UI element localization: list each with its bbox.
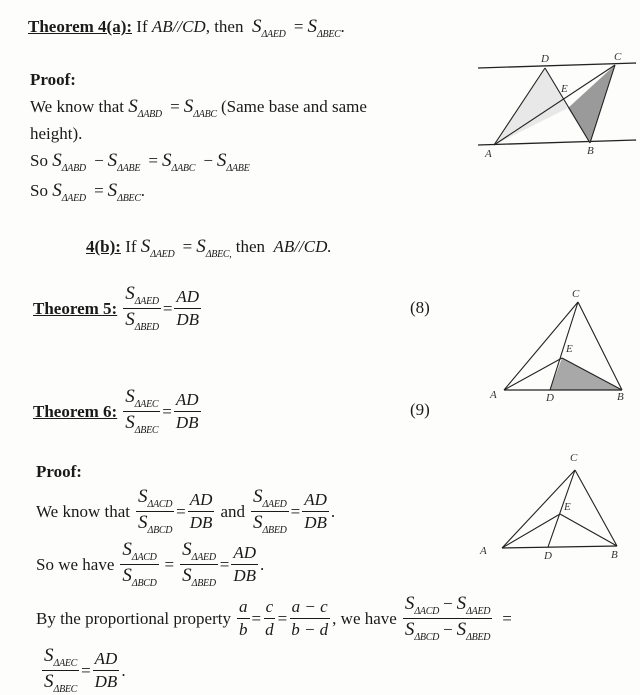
equation-number-9: (9) bbox=[410, 400, 430, 419]
text: If bbox=[136, 17, 148, 36]
fraction bbox=[403, 594, 492, 643]
subscript: ΔAED bbox=[61, 193, 86, 204]
label-d: D bbox=[546, 392, 554, 404]
fraction bbox=[123, 284, 161, 333]
equals: = bbox=[219, 554, 230, 574]
denominator: DB bbox=[233, 566, 257, 585]
fraction bbox=[188, 490, 215, 533]
fraction bbox=[237, 597, 250, 640]
proof-1-line-3 bbox=[30, 150, 249, 172]
area-symbol: S bbox=[107, 150, 118, 171]
subscript: ΔBCD bbox=[147, 525, 173, 536]
equation-number-8: (8) bbox=[410, 298, 430, 317]
label-b: B bbox=[617, 391, 624, 403]
area-symbol: S bbox=[107, 180, 118, 201]
area-symbol: S bbox=[456, 619, 467, 640]
subscript: ΔABE bbox=[117, 163, 141, 174]
area-symbol: S bbox=[125, 309, 135, 330]
area-symbol: S bbox=[307, 16, 317, 37]
conclusion: AB//CD. bbox=[273, 237, 332, 256]
subscript: ΔBED bbox=[466, 632, 491, 643]
equals: = bbox=[81, 660, 91, 680]
subscript: ΔABC bbox=[193, 109, 217, 120]
area-symbol: S bbox=[128, 96, 138, 117]
theorem-4a-statement bbox=[28, 16, 345, 38]
numerator: AD bbox=[302, 490, 329, 512]
equals: = bbox=[94, 181, 104, 200]
label-c: C bbox=[614, 51, 622, 63]
period: . bbox=[340, 17, 345, 36]
area-symbol: S bbox=[182, 565, 192, 586]
theorem-6-heading: Theorem 6: bbox=[33, 401, 118, 421]
fraction bbox=[302, 490, 329, 533]
fraction bbox=[251, 487, 289, 536]
area-symbol: S bbox=[52, 150, 62, 171]
area-symbol: S bbox=[183, 96, 194, 117]
fraction bbox=[136, 487, 174, 536]
text: We know that bbox=[30, 97, 124, 116]
label-b: B bbox=[611, 549, 618, 561]
theorem-6-statement bbox=[33, 387, 203, 436]
period: . bbox=[121, 660, 126, 680]
text: By the proportional property bbox=[36, 608, 231, 628]
area-symbol: S bbox=[252, 486, 263, 507]
denominator: d bbox=[265, 620, 274, 639]
subscript: ΔABD bbox=[61, 163, 86, 174]
equals: = bbox=[176, 501, 186, 521]
fraction bbox=[123, 387, 160, 436]
numerator: AD bbox=[174, 287, 201, 309]
subscript: ΔBCD bbox=[131, 578, 157, 589]
light-shaded-triangle-aed bbox=[494, 68, 568, 145]
text: So bbox=[30, 151, 48, 170]
denominator: DB bbox=[94, 672, 118, 691]
subscript: ΔBED bbox=[262, 525, 287, 536]
minus: − bbox=[443, 594, 453, 613]
text: So we have bbox=[36, 554, 115, 574]
subscript: ΔAEC bbox=[134, 399, 159, 410]
area-symbol: S bbox=[404, 619, 415, 640]
theorem-4b-statement bbox=[86, 236, 332, 258]
proof-2-line-3 bbox=[36, 594, 516, 643]
subscript: ΔAED bbox=[134, 296, 159, 307]
area-symbol: S bbox=[122, 539, 132, 560]
proof-2-heading: Proof: bbox=[36, 462, 82, 481]
subscript: ΔABC bbox=[171, 163, 196, 174]
subscript: ΔACD bbox=[147, 499, 173, 510]
subscript: ΔBEC bbox=[53, 684, 78, 695]
proof-1-heading: Proof: bbox=[30, 70, 76, 89]
minus: − bbox=[94, 151, 104, 170]
proof-1-line-2: height). bbox=[30, 124, 83, 143]
area-symbol: S bbox=[44, 645, 54, 666]
text: and bbox=[220, 501, 245, 521]
label-a: A bbox=[490, 389, 497, 401]
theorem-4b-heading: 4(b): bbox=[86, 237, 121, 256]
denominator: DB bbox=[175, 413, 199, 432]
area-symbol: S bbox=[125, 283, 135, 304]
proof-2-line-4 bbox=[40, 646, 126, 695]
period: . bbox=[140, 181, 145, 200]
label-e: E bbox=[564, 501, 571, 513]
numerator: a − c bbox=[290, 597, 330, 619]
label-c: C bbox=[570, 452, 578, 464]
area-symbol: S bbox=[125, 386, 135, 407]
proof-1-line-1 bbox=[30, 96, 367, 118]
proof-2-line-2 bbox=[36, 540, 264, 589]
numerator: AD bbox=[174, 390, 201, 412]
shaded-triangle-bec bbox=[568, 65, 615, 143]
equals: = bbox=[182, 237, 193, 256]
equals: = bbox=[277, 608, 288, 628]
text: So bbox=[30, 181, 48, 200]
area-symbol: S bbox=[456, 593, 467, 614]
subscript: ΔBEC bbox=[117, 193, 141, 204]
label-e: E bbox=[561, 83, 568, 95]
period: . bbox=[260, 554, 265, 574]
area-symbol: S bbox=[182, 539, 192, 560]
numerator: AD bbox=[93, 649, 120, 671]
area-symbol: S bbox=[196, 236, 206, 257]
subscript: ΔAED bbox=[150, 249, 175, 260]
subscript: ΔAED bbox=[261, 29, 286, 40]
fraction bbox=[289, 597, 330, 640]
text: If bbox=[125, 237, 137, 256]
theorem-4a-heading: Theorem 4(a): bbox=[28, 17, 133, 36]
area-symbol: S bbox=[125, 412, 135, 433]
hypothesis: AB//CD bbox=[151, 17, 206, 36]
label-b: B bbox=[587, 145, 594, 157]
denominator: DB bbox=[304, 513, 327, 532]
period: . bbox=[330, 501, 336, 521]
shaded-triangle-bed bbox=[550, 358, 622, 390]
subscript: ΔAED bbox=[191, 552, 216, 563]
area-symbol: S bbox=[138, 486, 148, 507]
equals: = bbox=[148, 151, 159, 170]
figure-parallel-lines bbox=[470, 48, 640, 163]
subscript: ΔBEC, bbox=[205, 249, 232, 260]
subscript: ΔBED bbox=[191, 578, 216, 589]
numerator: a bbox=[237, 597, 250, 619]
fraction bbox=[120, 540, 158, 589]
fraction bbox=[174, 390, 201, 433]
area-symbol: S bbox=[138, 512, 148, 533]
denominator: b bbox=[239, 620, 248, 639]
equals: = bbox=[293, 17, 304, 36]
area-symbol: S bbox=[44, 671, 54, 692]
label-d: D bbox=[544, 550, 552, 562]
label-c: C bbox=[572, 288, 580, 300]
equals: = bbox=[162, 298, 173, 318]
area-symbol: S bbox=[216, 150, 227, 171]
subscript: ΔBEC bbox=[134, 425, 159, 436]
subscript: ΔACD bbox=[131, 552, 157, 563]
fraction bbox=[263, 597, 276, 640]
subscript: ΔAEC bbox=[53, 658, 78, 669]
area-symbol: S bbox=[52, 180, 62, 201]
denominator: DB bbox=[176, 310, 200, 329]
label-e: E bbox=[566, 343, 573, 355]
text: , we have bbox=[332, 608, 397, 628]
label-a: A bbox=[480, 545, 487, 557]
subscript: ΔBCD bbox=[414, 632, 440, 643]
area-symbol: S bbox=[251, 16, 262, 37]
label-d: D bbox=[541, 53, 549, 65]
subscript: ΔACD bbox=[414, 606, 440, 617]
fraction bbox=[93, 649, 120, 692]
equals: = bbox=[290, 501, 301, 521]
fraction bbox=[180, 540, 218, 589]
text: , then bbox=[205, 17, 244, 36]
subscript: ΔABD bbox=[137, 109, 162, 120]
text: then bbox=[235, 237, 266, 256]
text: We know that bbox=[36, 501, 130, 521]
text: (Same base and same bbox=[221, 97, 367, 116]
subscript: ΔAED bbox=[466, 606, 491, 617]
numerator: c bbox=[264, 597, 276, 619]
label-a: A bbox=[485, 148, 492, 160]
fraction bbox=[231, 543, 258, 586]
denominator: DB bbox=[189, 513, 213, 532]
subscript: ΔBEC bbox=[316, 29, 341, 40]
equals: = bbox=[162, 401, 172, 421]
minus: − bbox=[203, 151, 213, 170]
area-symbol: S bbox=[404, 593, 415, 614]
theorem-5-statement bbox=[33, 284, 203, 333]
subscript: ΔBED bbox=[134, 322, 159, 333]
numerator: AD bbox=[231, 543, 258, 565]
area-symbol: S bbox=[122, 565, 132, 586]
equals: = bbox=[170, 97, 180, 116]
area-symbol: S bbox=[140, 236, 151, 257]
area-symbol: S bbox=[162, 150, 172, 171]
figure-triangle-proof bbox=[470, 446, 640, 566]
denominator: b − d bbox=[291, 620, 329, 639]
theorem-5-heading: Theorem 5: bbox=[33, 298, 118, 318]
equals: = bbox=[502, 608, 512, 628]
numerator: AD bbox=[188, 490, 215, 512]
fraction bbox=[42, 646, 79, 695]
fraction bbox=[174, 287, 201, 330]
subscript: ΔAED bbox=[262, 499, 287, 510]
figure-triangle-shaded bbox=[470, 286, 640, 406]
equals: = bbox=[251, 608, 262, 628]
equals: = bbox=[164, 554, 175, 574]
proof-2-line-1 bbox=[36, 487, 335, 536]
area-symbol: S bbox=[252, 512, 263, 533]
proof-1-line-4 bbox=[30, 180, 145, 202]
subscript: ΔABE bbox=[226, 163, 250, 174]
minus: − bbox=[443, 620, 453, 639]
